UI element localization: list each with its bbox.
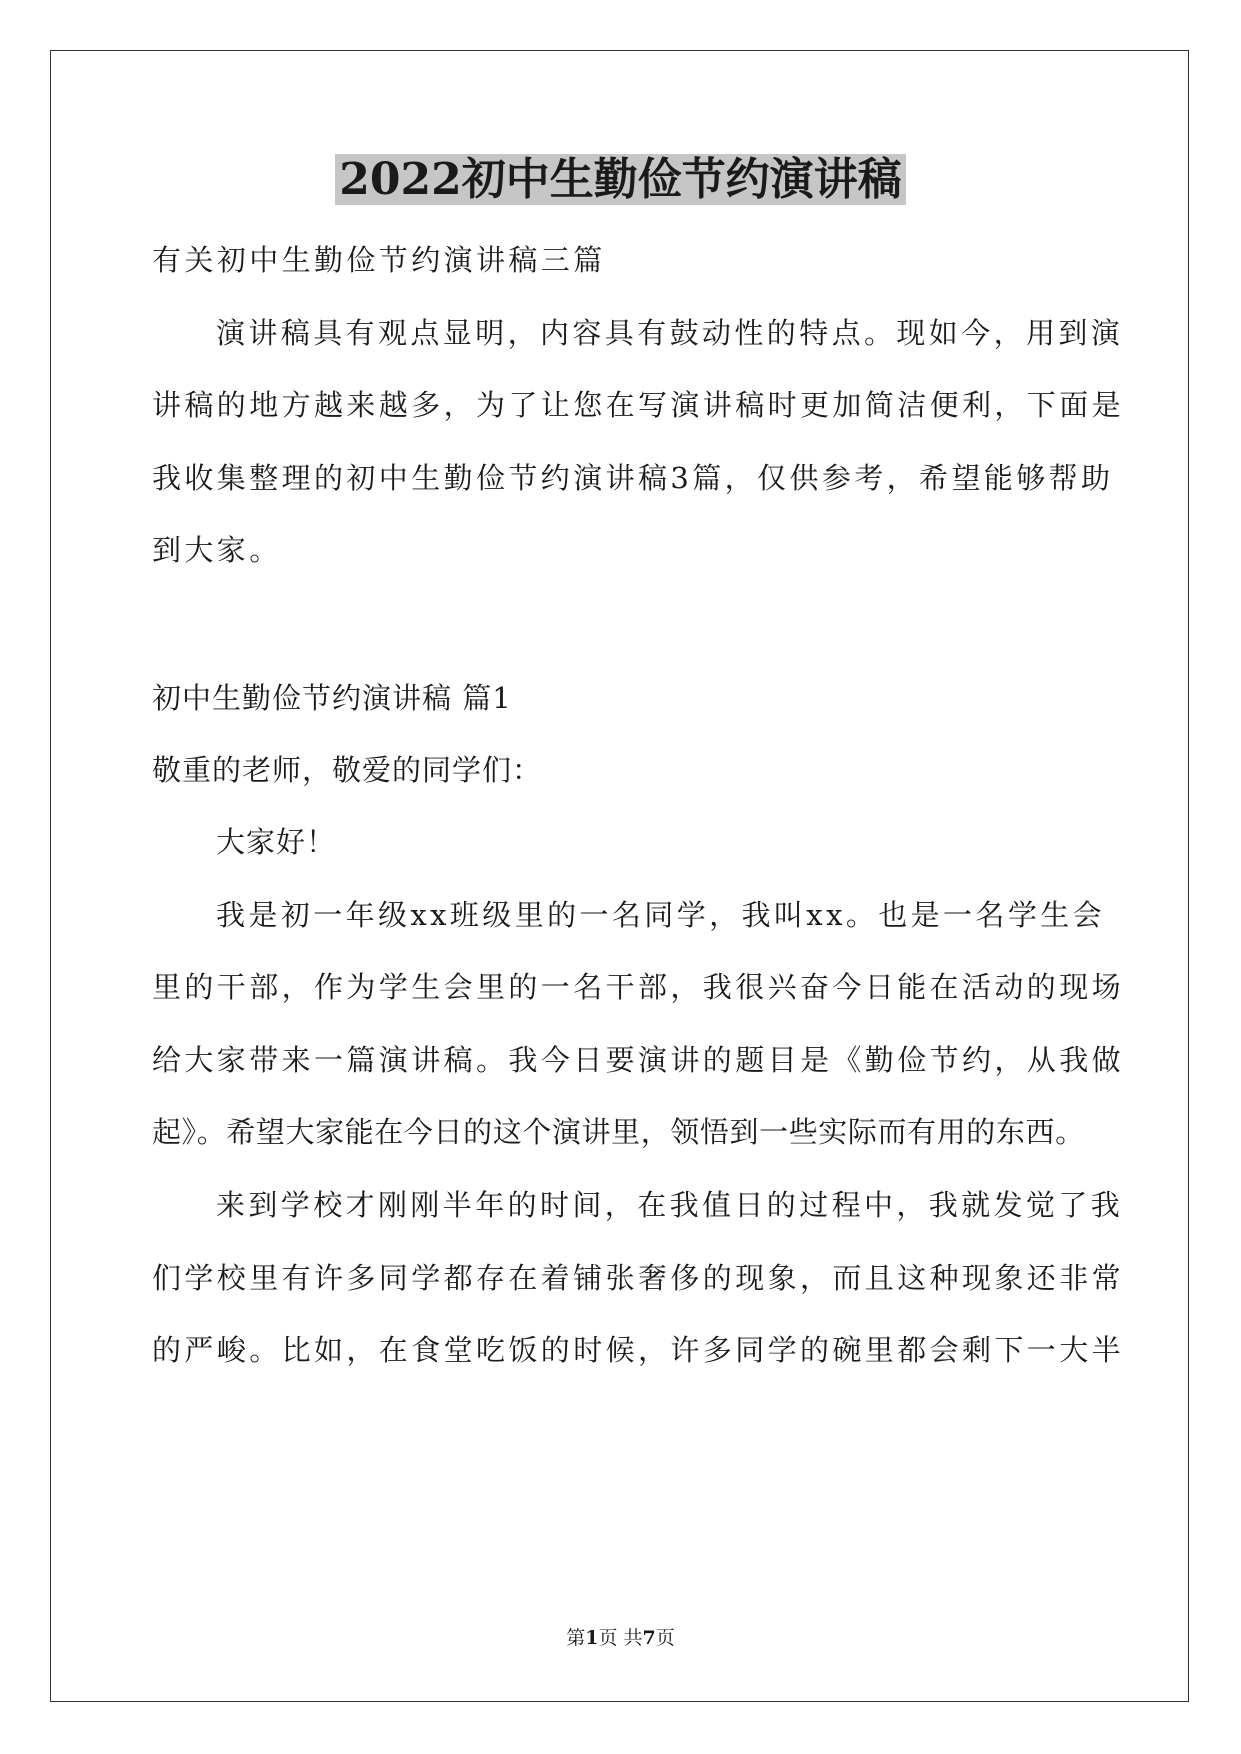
footer-suffix: 页 [655,1627,675,1649]
paragraph-line: 我是初一年级xx班级里的一名同学，我叫xx。也是一名学生会 [216,898,1106,932]
footer-current-page: 1 [585,1627,599,1649]
page-footer [0,1625,1241,1651]
intro-line: 演讲稿具有观点显明，内容具有鼓动性的特点。现如今，用到演 [216,316,1124,350]
document-title-text: 2022初中生勤俭节约演讲稿 [335,154,905,205]
footer-total-pages: 7 [642,1627,656,1649]
document-subtitle: 有关初中生勤俭节约演讲稿三篇 [152,243,606,277]
paragraph-line: 来到学校才刚刚半年的时间，在我值日的过程中，我就发觉了我 [216,1188,1124,1222]
paragraph-line: 里的干部，作为学生会里的一名干部，我很兴奋今日能在活动的现场 [152,970,1125,1004]
footer-prefix: 第 [566,1627,586,1649]
paragraph-line: 的严峻。比如，在食堂吃饭的时候，许多同学的碗里都会剩下一大半 [152,1333,1125,1367]
intro-line: 我收集整理的初中生勤俭节约演讲稿3篇，仅供参考，希望能够帮助 [152,461,1114,495]
paragraph-line: 起》。希望大家能在今日的这个演讲里，领悟到一些实际而有用的东西。 [152,1115,1085,1149]
paragraph-line: 们学校里有许多同学都存在着铺张奢侈的现象，而且这种现象还非常 [152,1261,1125,1295]
intro-line: 到大家。 [152,533,282,567]
footer-mid: 页 共 [598,1627,643,1649]
greeting: 大家好！ [216,825,337,859]
salutation: 敬重的老师，敬爱的同学们： [152,753,543,787]
page-border [50,50,1189,1702]
paragraph-line: 给大家带来一篇演讲稿。我今日要演讲的题目是《勤俭节约，从我做 [152,1043,1125,1077]
section-heading: 初中生勤俭节约演讲稿 篇1 [152,681,512,715]
document-title [0,150,1241,210]
intro-line: 讲稿的地方越来越多，为了让您在写演讲稿时更加简洁便利，下面是 [152,388,1125,422]
